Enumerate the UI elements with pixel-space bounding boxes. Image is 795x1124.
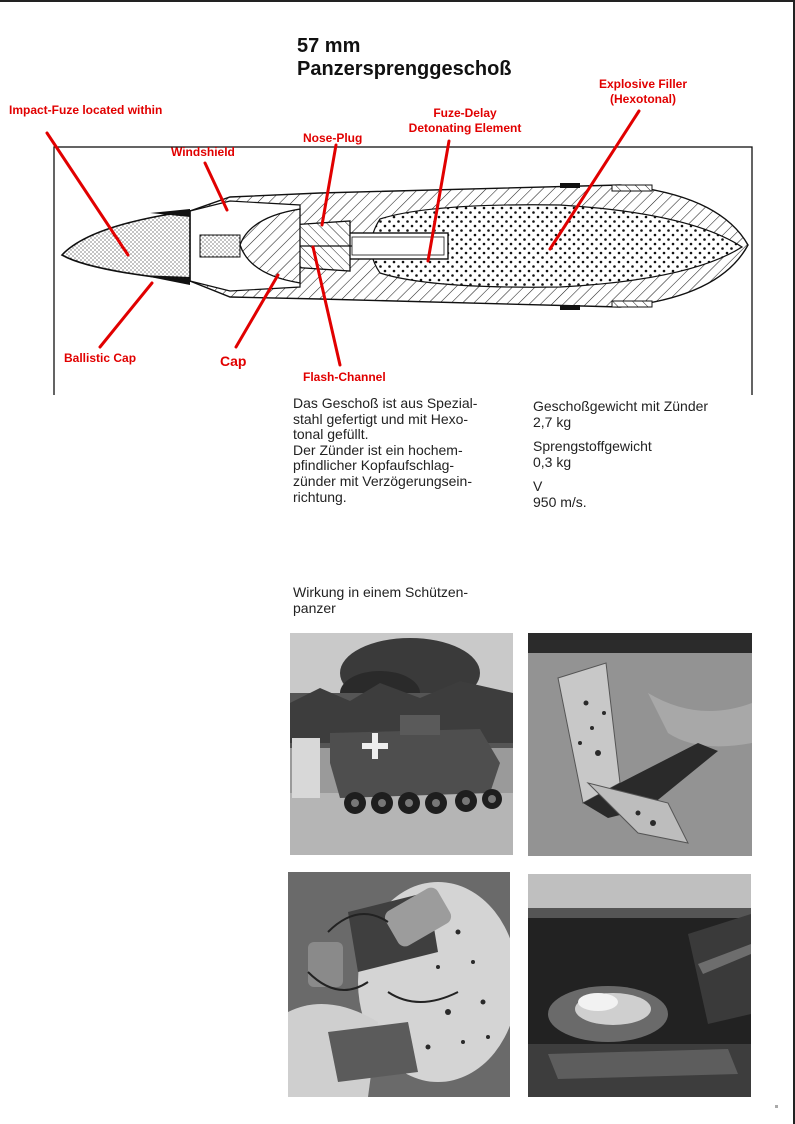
projectile-specs bbox=[533, 398, 763, 518]
description-paragraph-1: Das Geschoß ist aus Spezial- stahl gefertigt und mit Hexo- tonal gefüllt. bbox=[293, 395, 478, 443]
spec-value: 0,3 kg bbox=[533, 454, 572, 470]
label-fuze-delay-line1: Fuze-Delay bbox=[433, 106, 497, 120]
spec-explosive-weight bbox=[533, 438, 763, 470]
label-fuze-delay-line2: Detonating Element bbox=[408, 121, 522, 135]
spec-label: Sprengstoffgewicht bbox=[533, 438, 652, 454]
label-explosive-filler bbox=[588, 77, 698, 107]
spec-value: 950 m/s. bbox=[533, 494, 587, 510]
spec-label: Geschoßgewicht mit Zünder bbox=[533, 398, 709, 414]
label-windshield: Windshield bbox=[171, 145, 235, 159]
label-ballistic-cap: Ballistic Cap bbox=[64, 351, 137, 365]
burning-armored-vehicle-photo bbox=[290, 633, 513, 855]
spec-value: 2,7 kg bbox=[533, 414, 572, 430]
penetrated-armor-plate-photo bbox=[528, 633, 752, 856]
title-line-1: 57 mm bbox=[297, 35, 361, 57]
spec-label: V bbox=[533, 478, 543, 494]
page-border-top bbox=[0, 0, 795, 2]
page-speck bbox=[775, 1105, 778, 1108]
spec-velocity bbox=[533, 478, 763, 510]
spec-projectile-weight bbox=[533, 398, 763, 430]
label-flash-channel: Flash-Channel bbox=[303, 370, 386, 384]
projectile-cross-section-diagram bbox=[0, 75, 795, 395]
burning-vehicle-interior-photo bbox=[528, 874, 751, 1097]
title-line-2: Panzersprenggeschoß bbox=[297, 58, 512, 80]
label-cap: Cap bbox=[220, 353, 247, 369]
projectile-description bbox=[293, 396, 518, 505]
description-paragraph-2: Der Zünder ist ein hochem- pfindlicher Kopfaufschlag- zünder mit Verzögerungsein- richtung. bbox=[293, 441, 472, 505]
label-impact-fuze: Impact-Fuze located within bbox=[9, 103, 163, 117]
label-explosive-filler-line2: (Hexotonal) bbox=[610, 92, 676, 106]
label-explosive-filler-line1: Explosive Filler bbox=[598, 77, 688, 91]
effect-caption: Wirkung in einem Schützen- panzer bbox=[293, 584, 469, 616]
label-fuze-delay bbox=[395, 106, 535, 136]
damaged-turret-interior-photo bbox=[288, 872, 510, 1097]
label-nose-plug: Nose-Plug bbox=[303, 131, 363, 145]
